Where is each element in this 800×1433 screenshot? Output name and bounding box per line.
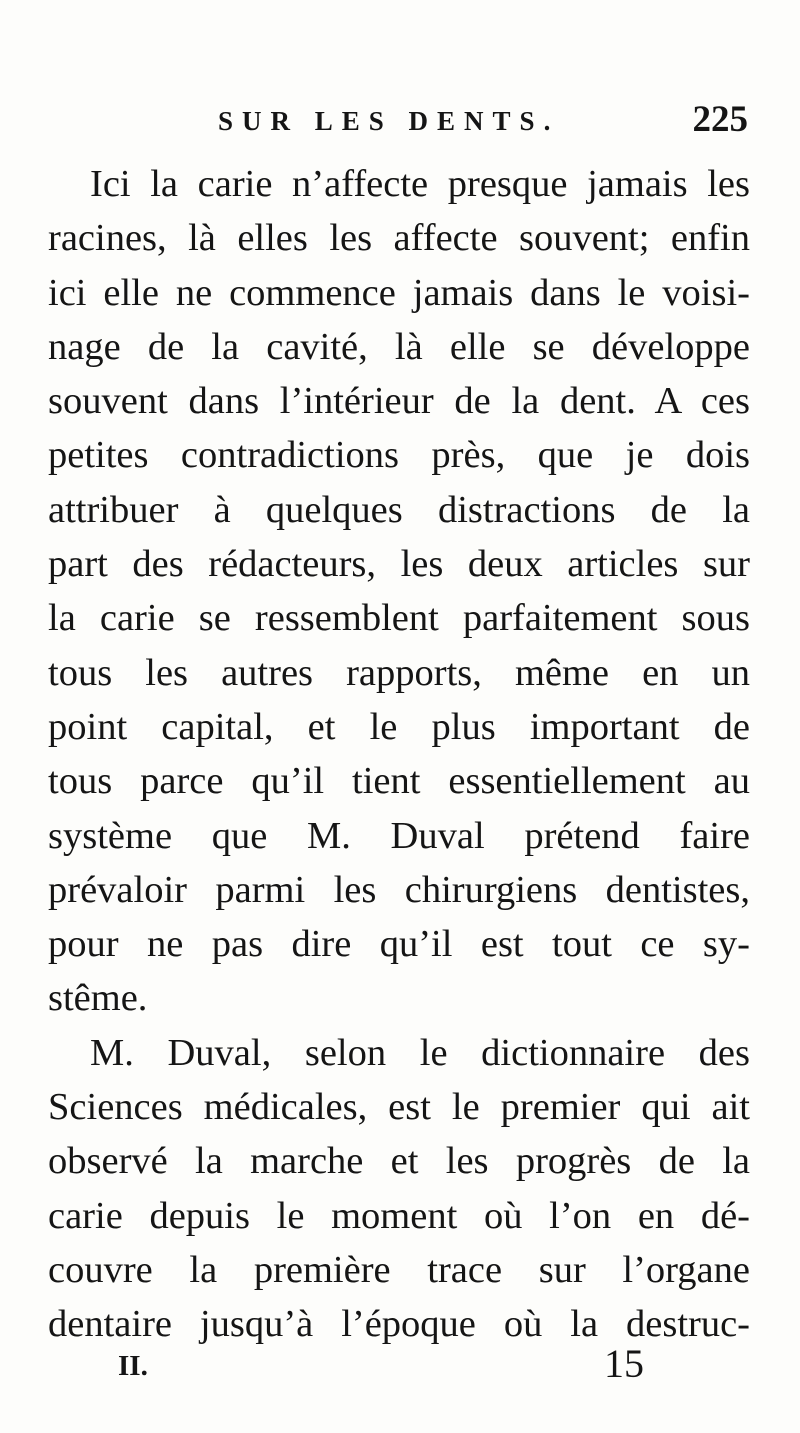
text-line: prévaloir parmi les chirurgiens dentistes, xyxy=(48,868,750,911)
text-line: dentaire jusqu’à l’époque où la destruc- xyxy=(48,1303,750,1346)
text-line: point capital, et le plus important de xyxy=(48,705,750,748)
text-line: carie depuis le moment où l’on en dé- xyxy=(48,1194,750,1237)
running-title: SUR LES DENTS. xyxy=(218,106,560,136)
text-line: système que M. Duval prétend faire xyxy=(48,814,750,857)
text-line: nage de la cavité, là elle se développe xyxy=(48,325,750,368)
paragraph xyxy=(48,1026,750,1352)
signature-mark: II. xyxy=(118,1350,148,1382)
text-line: la carie se ressemblent parfaitement sous xyxy=(48,597,750,640)
text-line: observé la marche et les progrès de la xyxy=(48,1140,750,1183)
body-text xyxy=(48,157,750,1352)
text-line: racines, là elles les affecte souvent; enfin xyxy=(48,217,750,260)
text-line: Ici la carie n’affecte presque jamais les xyxy=(90,163,750,205)
text-line: ici elle ne commence jamais dans le voisi- xyxy=(48,271,750,314)
page-header xyxy=(0,96,800,142)
text-line: stême. xyxy=(48,977,148,1020)
text-line: tous les autres rapports, même en un xyxy=(48,651,750,694)
paragraph xyxy=(48,157,750,1026)
text-line: pour ne pas dire qu’il est tout ce sy- xyxy=(48,923,750,966)
text-line: M. Duval, selon le dictionnaire des xyxy=(90,1031,750,1074)
page-number: 225 xyxy=(692,99,748,140)
text-line: tous parce qu’il tient essentiellement au xyxy=(48,760,750,803)
text-line: petites contradictions près, que je dois xyxy=(48,434,750,477)
text-line: part des rédacteurs, les deux articles sur xyxy=(48,543,750,586)
text-line: Sciences médicales, est le premier qui ait xyxy=(48,1086,750,1129)
page-footer xyxy=(0,1341,800,1400)
signature-number: 15 xyxy=(604,1341,644,1386)
text-line: couvre la première trace sur l’organe xyxy=(48,1248,750,1291)
text-line: attribuer à quelques distractions de la xyxy=(48,488,750,531)
text-line: souvent dans l’intérieur de la dent. A ces xyxy=(48,380,750,423)
